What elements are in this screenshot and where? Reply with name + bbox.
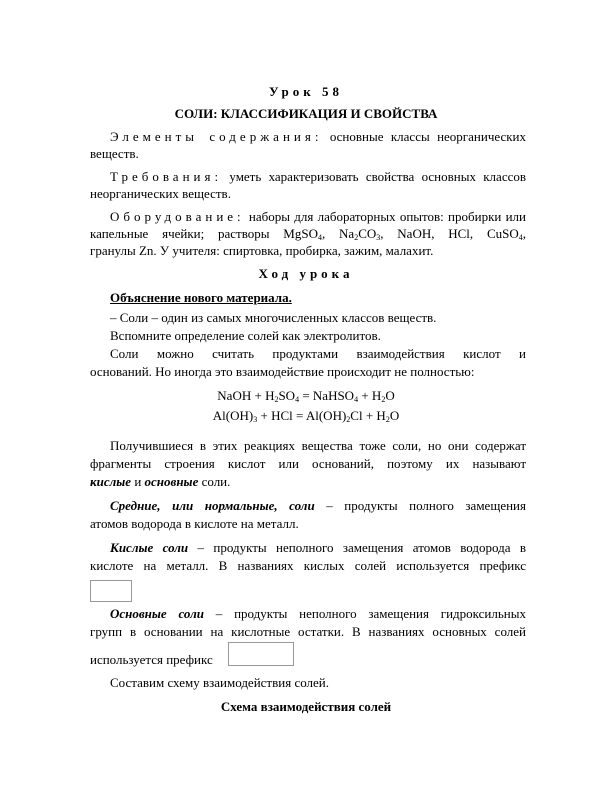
equipment-paragraph-line1 bbox=[90, 209, 526, 225]
explanation-p3-line1: Соли можно считать продуктами взаимодействия кислот и bbox=[110, 346, 526, 361]
subscript: 4 bbox=[295, 395, 300, 404]
subscript: 2 bbox=[354, 233, 359, 242]
equipment-paragraph-line2 bbox=[90, 226, 526, 242]
basic-prefix-answer-box[interactable] bbox=[228, 642, 294, 666]
text: – продукты неполного замещения атомов водорода в bbox=[188, 540, 526, 555]
basic-salts-line3: используется префикс bbox=[90, 652, 213, 667]
equipment-solutions-text: CO bbox=[358, 226, 377, 241]
normal-salts-line2: атомов водорода в кислоте на металл. bbox=[90, 516, 299, 531]
explanation-p3-line2: оснований. Но иногда это взаимодействие происходит не полностью: bbox=[90, 364, 475, 379]
elements-text: основные классы неорганических bbox=[329, 129, 526, 144]
lesson-number: Урок 58 bbox=[269, 84, 343, 99]
acid-salts-line2: кислоте на металл. В названиях кислых солей используется префикс bbox=[90, 558, 526, 573]
subscript: 3 bbox=[376, 233, 381, 242]
equipment-text: наборы для лабораторных опытов: пробирки или bbox=[248, 209, 526, 224]
subscript: 3 bbox=[253, 415, 258, 424]
explanation-heading bbox=[110, 290, 292, 306]
equipment-solutions-text: , Na bbox=[321, 226, 355, 241]
requirements-label: Требования: bbox=[110, 169, 223, 184]
equation-part: + HCl = Al(OH) bbox=[257, 408, 347, 423]
subscript: 4 bbox=[518, 233, 523, 242]
requirements-text: уметь характеризовать свойства основных классов bbox=[229, 169, 526, 184]
elements-label: Элементы содержания: bbox=[110, 129, 323, 144]
equipment-solutions-text: , NaOH, HCl, CuSO bbox=[380, 226, 519, 241]
subscript: 2 bbox=[274, 395, 279, 404]
equipment-label: Оборудование: bbox=[110, 209, 245, 224]
equipment-solutions-text: капельные ячейки; растворы MgSO bbox=[90, 226, 318, 241]
normal-salts-line1 bbox=[110, 498, 526, 514]
subscript: 2 bbox=[346, 415, 351, 424]
equation-part: Cl + H bbox=[350, 408, 386, 423]
explanation-p1: – Соли – один из самых многочисленных классов веществ. bbox=[110, 310, 437, 325]
text: соли. bbox=[198, 474, 231, 489]
equation-part: O bbox=[389, 408, 400, 423]
explanation-heading-text: Объяснение нового материала. bbox=[110, 290, 292, 305]
equipment-solutions-text: , bbox=[522, 226, 526, 241]
term-acid-salts: Кислые соли bbox=[110, 540, 189, 555]
equation-1 bbox=[0, 388, 612, 404]
resulting-line3 bbox=[90, 474, 230, 490]
subscript: 4 bbox=[354, 395, 359, 404]
elements-paragraph-line1 bbox=[90, 129, 526, 145]
basic-salts-line1 bbox=[110, 606, 526, 622]
acid-salts-line1 bbox=[110, 540, 526, 556]
term-normal-salts: Средние, или нормальные, соли bbox=[110, 498, 315, 513]
explanation-p2: Вспомните определение солей как электролитов. bbox=[110, 328, 381, 343]
equation-part: NaOH + H bbox=[217, 388, 275, 403]
subscript: 2 bbox=[385, 415, 390, 424]
term-acid: кислые bbox=[90, 474, 132, 489]
term-basic: основные bbox=[144, 474, 199, 489]
elements-paragraph-line2: веществ. bbox=[90, 146, 139, 161]
acid-prefix-answer-box[interactable] bbox=[90, 580, 132, 602]
equation-part: Al(OH) bbox=[212, 408, 254, 423]
lesson-title: СОЛИ: КЛАССИФИКАЦИЯ И СВОЙСТВА bbox=[174, 106, 438, 121]
scheme-title: Схема взаимодействия солей bbox=[220, 699, 392, 714]
equation-part: SO bbox=[278, 388, 296, 403]
scheme-intro: Составим схему взаимодействия солей. bbox=[110, 675, 330, 690]
equipment-paragraph-line3: гранулы Zn. У учителя: спиртовка, пробирка, зажим, малахит. bbox=[90, 243, 434, 258]
basic-salts-line2: групп в основании на кислотные остатки. В названиях основных солей bbox=[90, 624, 526, 639]
term-basic-salts: Основные соли bbox=[110, 606, 205, 621]
resulting-line2: фрагменты строения кислот или оснований, поэтому их называют bbox=[90, 456, 526, 471]
text: – продукты полного замещения bbox=[314, 498, 526, 513]
equation-part: + H bbox=[358, 388, 382, 403]
text: и bbox=[131, 474, 145, 489]
course-heading: Ход урока bbox=[258, 266, 354, 281]
requirements-paragraph-line2: неорганических веществ. bbox=[90, 186, 231, 201]
subscript: 2 bbox=[381, 395, 386, 404]
resulting-line1: Получившиеся в этих реакциях вещества тоже соли, но они содержат bbox=[110, 438, 526, 453]
equation-part: O bbox=[385, 388, 395, 403]
equation-part: = NaHSO bbox=[299, 388, 355, 403]
subscript: 4 bbox=[317, 233, 322, 242]
text: – продукты неполного замещения гидроксильных bbox=[204, 606, 527, 621]
requirements-paragraph-line1 bbox=[90, 169, 526, 185]
equation-2 bbox=[0, 408, 612, 424]
